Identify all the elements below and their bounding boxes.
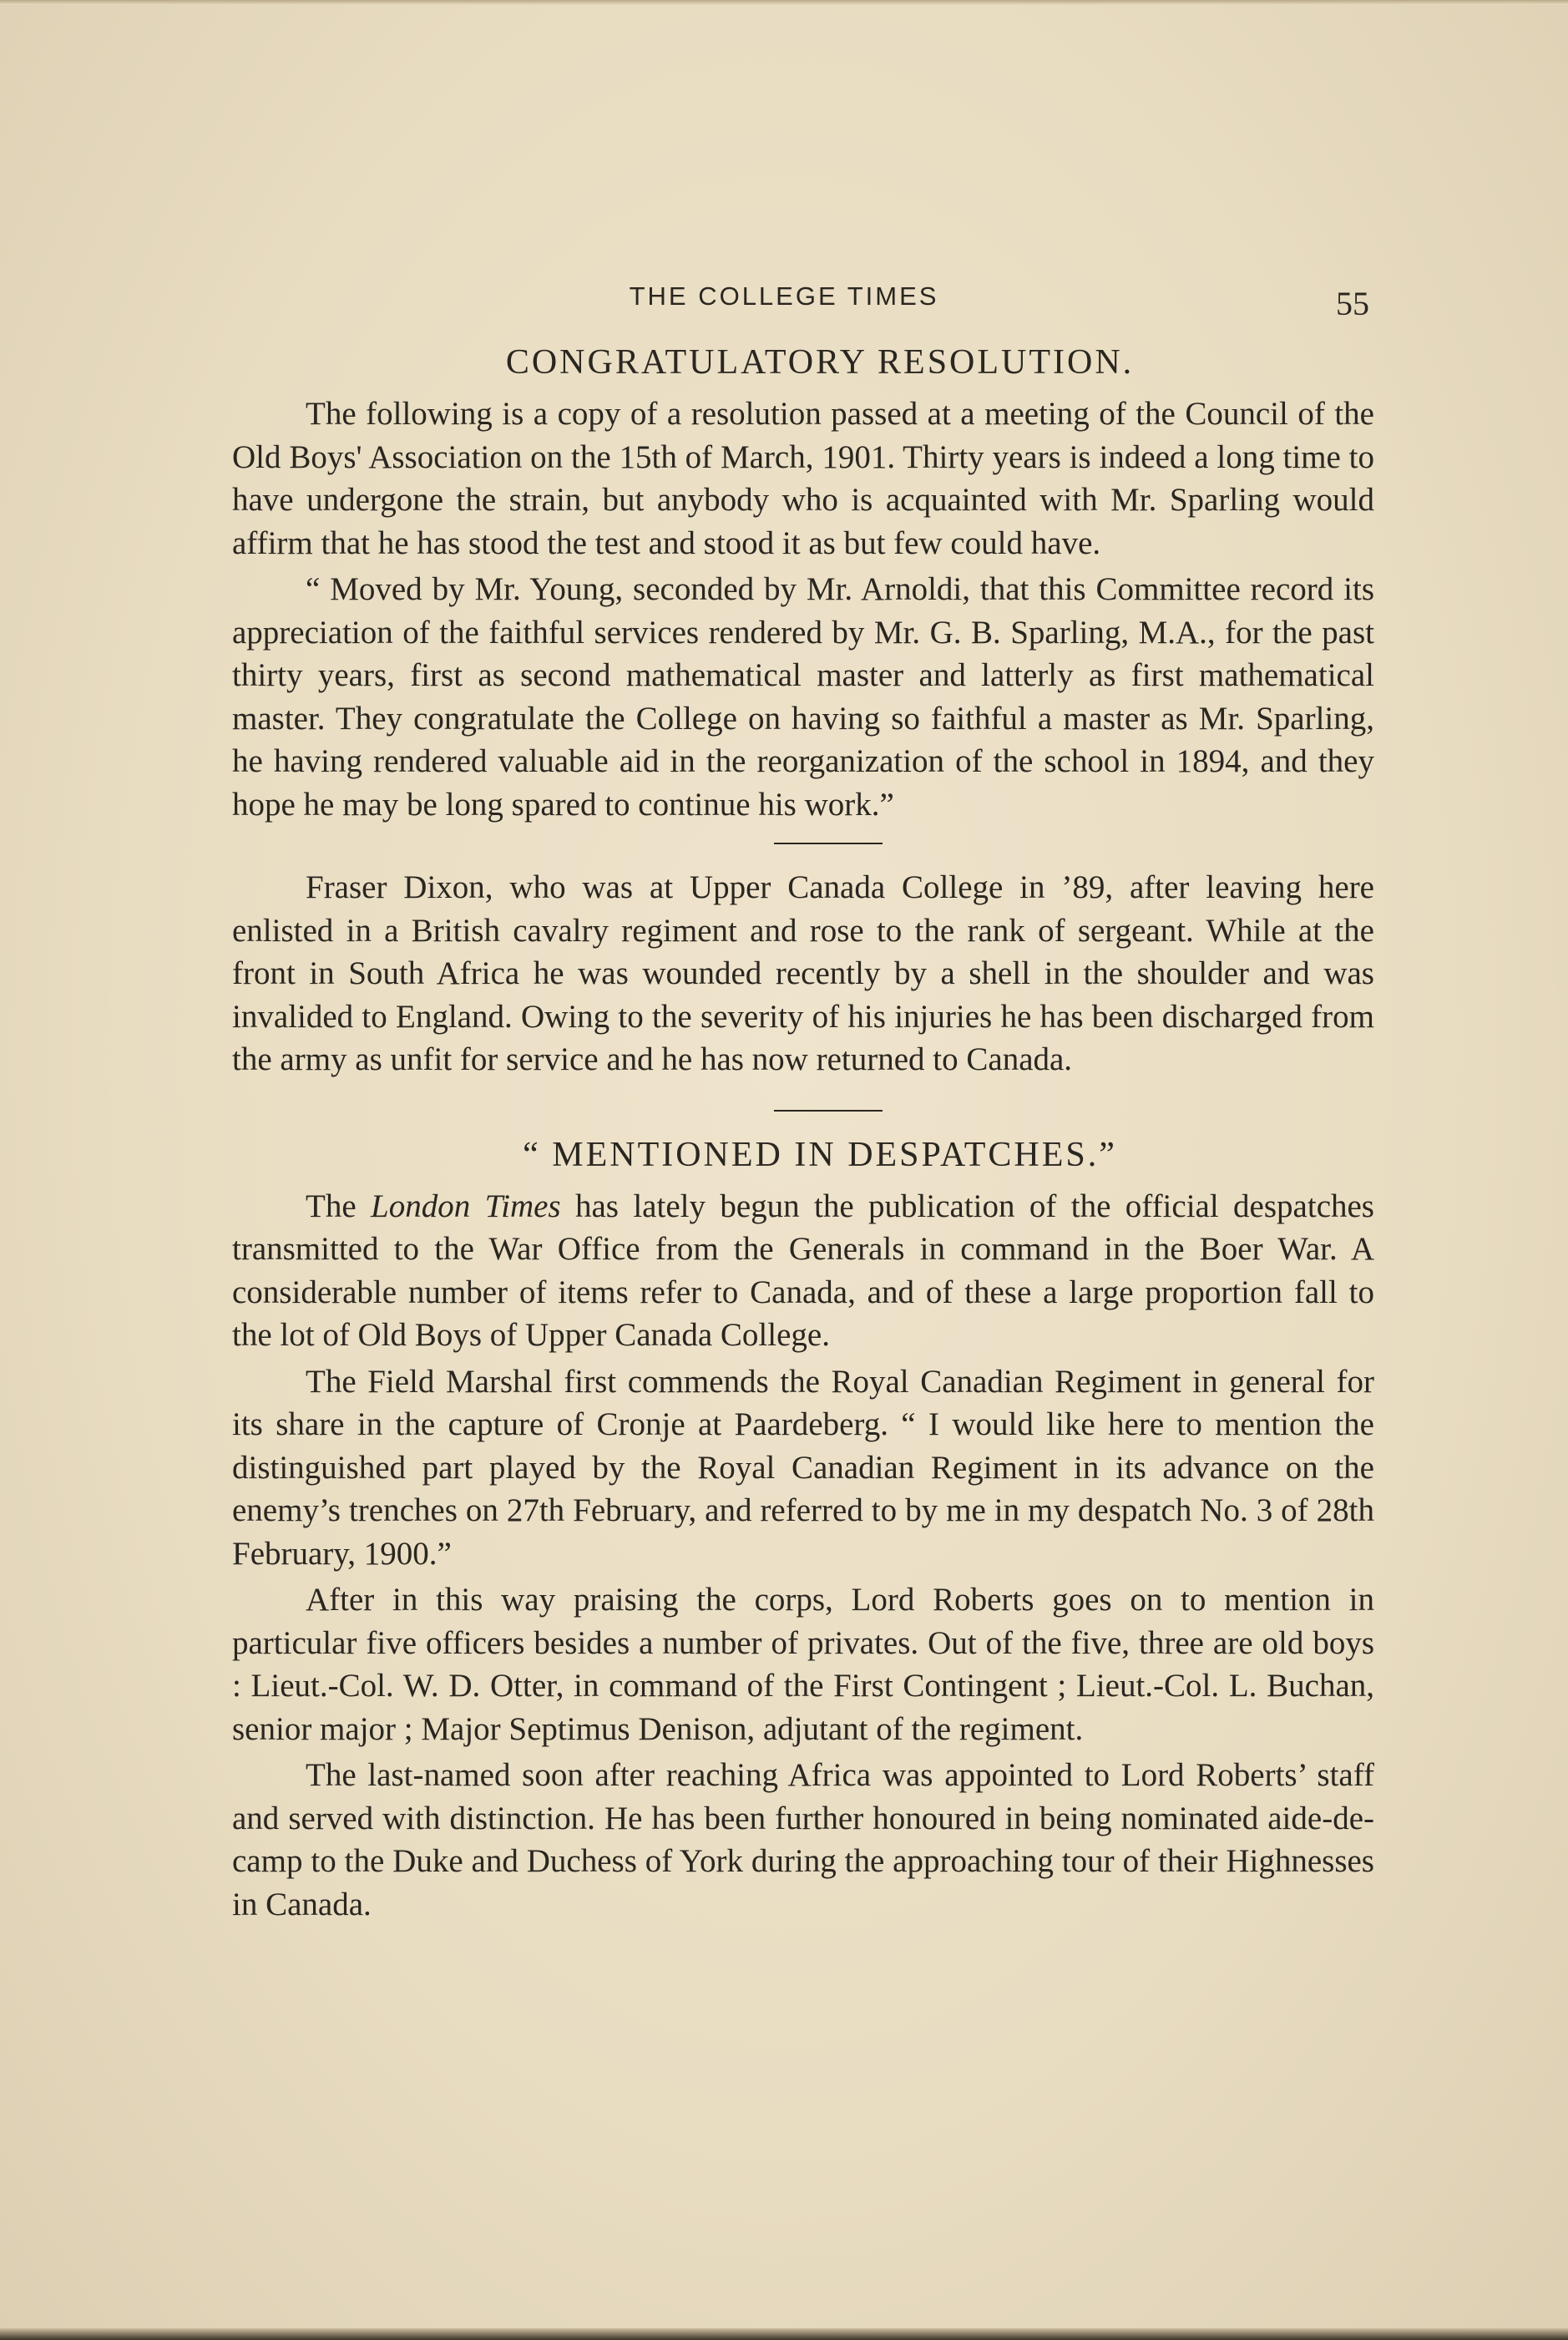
fraser-dixon-paragraph: Fraser Dixon, who was at Upper Canada College in ’89, after leaving here enlisted in a British cavalry regiment and rose to the rank of sergeant. While at the front in South Africa he was wounded recently by a shell in the shoulder and was invalided to England. Owing to the severity of his injuries he has been discharged from the army as unfit for service and he has now returned to Canada. (232, 869, 1374, 1077)
despatches-intro-paragraph (232, 1185, 1374, 1357)
resolution-intro-paragraph: The following is a copy of a resolution passed at a meeting of the Council of the Old Boys' Association on the 15th of March, 1901. Thirty years is indeed a long time to have undergone the strain, but anybody who is acquainted with Mr. Sparling would affirm that he has stood the test and stood it as but few could have. (232, 396, 1374, 561)
page-content (232, 342, 1374, 1926)
running-head: THE COLLEGE TIMES (629, 281, 939, 311)
page-top-edge (0, 0, 1568, 5)
last-named-paragraph: The last-named soon after reaching Africa was appointed to Lord Roberts’ staff and served with distinction. He has been further honoured in being nominated aide-de-camp to the Duke and Duchess of York during the approaching tour of their Highnesses in Canada. (232, 1757, 1374, 1922)
section-title-congratulatory-resolution: CONGRATULATORY RESOLUTION. (505, 343, 1135, 382)
london-times-title: London Times (371, 1188, 561, 1224)
section-title-mentioned-in-despatches: “ MENTIONED IN DESPATCHES.” (523, 1135, 1117, 1174)
section-divider (774, 843, 883, 844)
resolution-quote-paragraph: “ Moved by Mr. Young, seconded by Mr. Arnoldi, that this Committee record its appreciation of the faithful services rendered by Mr. G. B. Sparling, M.A., for the past thirty years, first as second mathematical master and latterly as first mathematical master. They congratulate the College on having so faithful a master as Mr. Sparling, he having rendered valuable aid in the reorganization of the school in 1894, and they hope he may be long spared to continue his work.” (232, 571, 1374, 823)
despatches-intro-rest: has lately begun the publication of the official despatches transmitted to the War Office from the Generals in command in the Boer War. A considerable number of items refer to Canada, and of these a large proportion fall to the lot of Old Boys of Upper Canada College. (232, 1188, 1374, 1353)
page-number: 55 (1336, 285, 1369, 322)
page-bottom-edge (0, 2328, 1568, 2340)
lord-roberts-paragraph: After in this way praising the corps, Lord Roberts goes on to mention in particular five officers besides a number of privates. Out of the five, three are old boys : Lieut.-Col. W. D. Otter, in command of the First Contingent ; Lieut.-Col. L. Buchan, senior major ; Major Septimus Denison, adjutant of the regiment. (232, 1582, 1374, 1747)
field-marshal-paragraph: The Field Marshal first commends the Royal Canadian Regiment in general for its share in the capture of Cronje at Paardeberg. “ I would like here to mention the distinguished part played by the Royal Canadian Regiment in its advance on the enemy’s trenches on 27th February, and referred to by me in my despatch No. 3 of 28th February, 1900.” (232, 1363, 1374, 1572)
section-divider (774, 1110, 883, 1112)
despatches-intro-lead: The (306, 1188, 372, 1224)
